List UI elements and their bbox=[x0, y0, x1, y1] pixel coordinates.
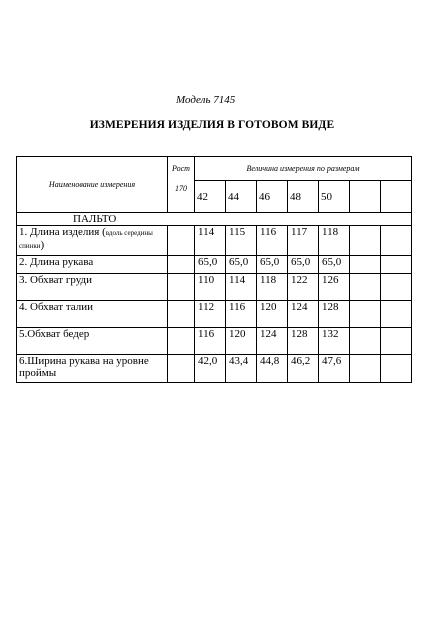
size-header-42: 42 bbox=[195, 181, 226, 213]
value-cell: 118 bbox=[319, 226, 350, 256]
empty-cell bbox=[168, 328, 195, 355]
empty-cell bbox=[350, 274, 381, 301]
empty-cell bbox=[350, 355, 381, 383]
value-cell: 43,4 bbox=[226, 355, 257, 383]
value-cell: 112 bbox=[195, 301, 226, 328]
empty-cell bbox=[350, 328, 381, 355]
value-cell: 110 bbox=[195, 274, 226, 301]
value-cell: 124 bbox=[288, 301, 319, 328]
empty-cell bbox=[168, 274, 195, 301]
header-sizes: Величина измерения по размерам bbox=[195, 157, 412, 181]
empty-cell bbox=[381, 256, 412, 274]
row-name: 6.Ширина рукава на уровне проймы bbox=[17, 355, 168, 383]
value-cell: 65,0 bbox=[288, 256, 319, 274]
value-cell: 65,0 bbox=[257, 256, 288, 274]
row-name-note: вдоль середины спинки bbox=[19, 229, 153, 250]
empty-cell bbox=[350, 181, 381, 213]
empty-cell bbox=[168, 301, 195, 328]
value-cell: 114 bbox=[226, 274, 257, 301]
empty-cell bbox=[168, 226, 195, 256]
value-cell: 116 bbox=[257, 226, 288, 256]
section-title: ПАЛЬТО bbox=[17, 213, 412, 226]
empty-cell bbox=[381, 328, 412, 355]
empty-cell bbox=[350, 256, 381, 274]
row-name: 3. Обхват груди bbox=[17, 274, 168, 301]
value-cell: 65,0 bbox=[226, 256, 257, 274]
row-name: 5.Обхват бедер bbox=[17, 328, 168, 355]
size-header-44: 44 bbox=[226, 181, 257, 213]
value-cell: 65,0 bbox=[319, 256, 350, 274]
document-title: ИЗМЕРЕНИЯ ИЗДЕЛИЯ В ГОТОВОМ ВИДЕ bbox=[89, 119, 335, 131]
empty-cell bbox=[381, 181, 412, 213]
empty-cell bbox=[381, 355, 412, 383]
row-name: 4. Обхват талии bbox=[17, 301, 168, 328]
value-cell: 122 bbox=[288, 274, 319, 301]
measurements-table bbox=[16, 156, 412, 383]
size-header-46: 46 bbox=[257, 181, 288, 213]
header-height-value: 170 bbox=[175, 184, 187, 193]
value-cell: 65,0 bbox=[195, 256, 226, 274]
value-cell: 132 bbox=[319, 328, 350, 355]
value-cell: 116 bbox=[195, 328, 226, 355]
empty-cell bbox=[350, 301, 381, 328]
value-cell: 42,0 bbox=[195, 355, 226, 383]
table-row bbox=[17, 328, 412, 355]
model-label: Модель 7145 bbox=[176, 94, 236, 106]
row-name-main: 1. Длина изделия ( bbox=[19, 226, 106, 238]
empty-cell bbox=[381, 274, 412, 301]
value-cell: 124 bbox=[257, 328, 288, 355]
table-row bbox=[17, 256, 412, 274]
size-header-48: 48 bbox=[288, 181, 319, 213]
value-cell: 118 bbox=[257, 274, 288, 301]
value-cell: 126 bbox=[319, 274, 350, 301]
value-cell: 44,8 bbox=[257, 355, 288, 383]
header-height-label: Рост bbox=[172, 164, 190, 173]
empty-cell bbox=[168, 256, 195, 274]
value-cell: 115 bbox=[226, 226, 257, 256]
table-row bbox=[17, 274, 412, 301]
empty-cell bbox=[350, 226, 381, 256]
row-name: 2. Длина рукава bbox=[17, 256, 168, 274]
value-cell: 116 bbox=[226, 301, 257, 328]
value-cell: 120 bbox=[257, 301, 288, 328]
value-cell: 120 bbox=[226, 328, 257, 355]
table-row bbox=[17, 355, 412, 383]
value-cell: 128 bbox=[288, 328, 319, 355]
value-cell: 47,6 bbox=[319, 355, 350, 383]
row-name-end: ) bbox=[40, 239, 45, 251]
row-name bbox=[17, 226, 168, 256]
value-cell: 117 bbox=[288, 226, 319, 256]
table-row bbox=[17, 226, 412, 256]
header-measurement-name: Наименование измерения bbox=[17, 157, 168, 213]
value-cell: 46,2 bbox=[288, 355, 319, 383]
value-cell: 114 bbox=[195, 226, 226, 256]
empty-cell bbox=[381, 226, 412, 256]
value-cell: 128 bbox=[319, 301, 350, 328]
header-height bbox=[168, 157, 195, 213]
size-header-50: 50 bbox=[319, 181, 350, 213]
table-row bbox=[17, 301, 412, 328]
empty-cell bbox=[168, 355, 195, 383]
empty-cell bbox=[381, 301, 412, 328]
